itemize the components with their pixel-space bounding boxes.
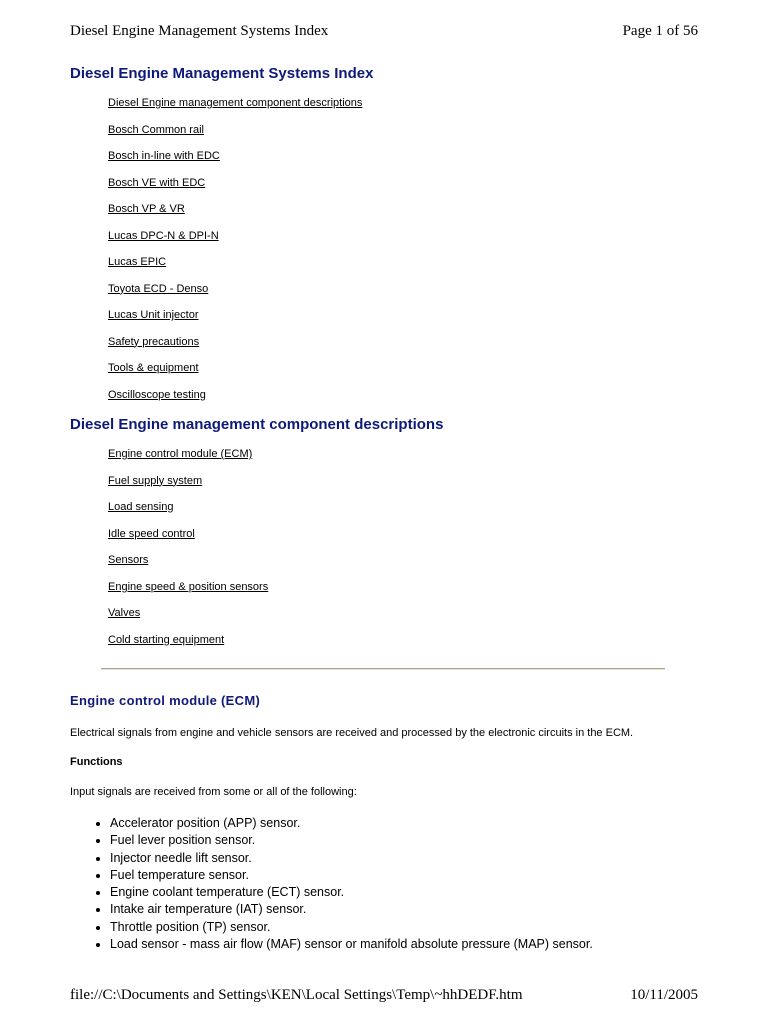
component-link-fuel-supply[interactable]: Fuel supply system <box>108 474 203 487</box>
list-item: • Fuel temperature sensor. <box>110 867 593 884</box>
print-header-title: Diesel Engine Management Systems Index <box>70 22 329 39</box>
list-item <box>108 176 362 203</box>
index-link-lucas-dpc-dpi[interactable]: Lucas DPC-N & DPI-N <box>108 229 219 242</box>
ecm-heading: Engine control module (ECM) <box>70 693 261 708</box>
list-item <box>108 308 362 335</box>
list-item: • Accelerator position (APP) sensor. <box>110 815 593 832</box>
list-item <box>108 580 268 607</box>
list-item: • Fuel lever position sensor. <box>110 832 593 849</box>
index-link-bosch-inline-edc[interactable]: Bosch in-line with EDC <box>108 150 220 162</box>
component-link-cold-starting[interactable]: Cold starting equipment <box>108 633 225 646</box>
functions-label: Functions <box>70 756 123 768</box>
list-item <box>108 527 268 554</box>
list-item <box>108 633 268 660</box>
list-item <box>108 500 268 527</box>
component-link-ecm[interactable]: Engine control module (ECM) <box>108 448 253 460</box>
page-title: Diesel Engine Management Systems Index <box>70 65 374 82</box>
ecm-intro-text: Electrical signals from engine and vehicle sensors are received and processed by the electronic circuits in the ECM. <box>70 727 634 739</box>
input-signal-list <box>70 815 593 953</box>
component-link-load-sensing[interactable]: Load sensing <box>108 501 174 513</box>
list-item <box>108 388 362 415</box>
component-link-sensors[interactable]: Sensors <box>108 554 149 566</box>
component-link-valves[interactable]: Valves <box>108 607 141 619</box>
index-link-lucas-unit-injector[interactable]: Lucas Unit injector <box>108 309 199 321</box>
list-item <box>108 123 362 150</box>
print-date: 10/11/2005 <box>630 986 698 1003</box>
list-item: • Throttle position (TP) sensor. <box>110 919 593 936</box>
list-item <box>108 474 268 501</box>
list-item <box>108 96 362 123</box>
index-link-bosch-ve-edc[interactable]: Bosch VE with EDC <box>108 176 206 189</box>
page-number: Page 1 of 56 <box>622 22 698 39</box>
index-link-oscilloscope-testing[interactable]: Oscilloscope testing <box>108 388 206 401</box>
print-footer <box>70 984 698 1006</box>
list-item <box>108 202 362 229</box>
index-link-bosch-vp-vr[interactable]: Bosch VP & VR <box>108 203 185 215</box>
index-link-list <box>108 96 362 414</box>
component-link-idle-speed[interactable]: Idle speed control <box>108 527 195 540</box>
component-link-list <box>108 447 268 659</box>
list-item <box>108 255 362 282</box>
index-link-toyota-ecd-denso[interactable]: Toyota ECD - Denso <box>108 282 209 295</box>
list-item <box>108 149 362 176</box>
list-item <box>108 229 362 256</box>
file-path: file://C:\Documents and Settings\KEN\Local Settings\Temp\~hhDEDF.htm <box>70 986 523 1003</box>
list-item <box>108 447 268 474</box>
input-intro-text: Input signals are received from some or all of the following: <box>70 786 357 798</box>
list-item <box>108 606 268 633</box>
list-item: • Intake air temperature (IAT) sensor. <box>110 901 593 918</box>
component-link-speed-position-sensors[interactable]: Engine speed & position sensors <box>108 580 269 593</box>
index-link-bosch-common-rail[interactable]: Bosch Common rail <box>108 123 204 136</box>
index-link-lucas-epic[interactable]: Lucas EPIC <box>108 256 167 268</box>
list-item: • Injector needle lift sensor. <box>110 850 593 867</box>
index-link-component-descriptions[interactable]: Diesel Engine management component descriptions <box>108 97 363 109</box>
print-header <box>70 20 698 42</box>
section-heading: Diesel Engine management component descriptions <box>70 416 444 433</box>
index-link-safety-precautions[interactable]: Safety precautions <box>108 335 200 348</box>
list-item: • Load sensor - mass air flow (MAF) sensor or manifold absolute pressure (MAP) sensor. <box>110 936 593 953</box>
list-item <box>108 553 268 580</box>
list-item <box>108 282 362 309</box>
index-link-tools-equipment[interactable]: Tools & equipment <box>108 362 199 374</box>
list-item <box>108 361 362 388</box>
horizontal-divider <box>101 668 665 670</box>
list-item: • Engine coolant temperature (ECT) sensor. <box>110 884 593 901</box>
list-item <box>108 335 362 362</box>
